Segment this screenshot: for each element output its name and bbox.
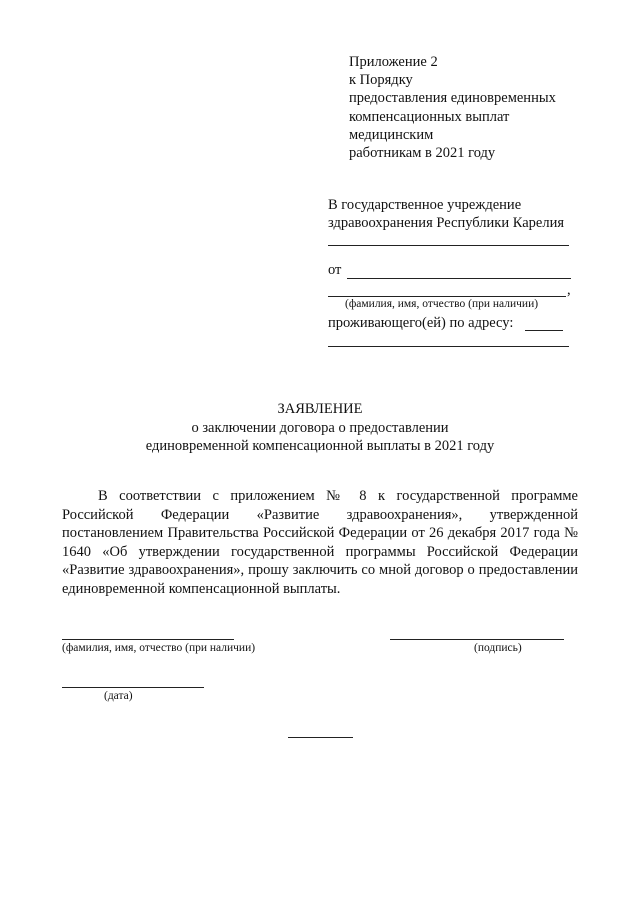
- address-inline-blank[interactable]: [525, 330, 563, 331]
- document-subtitle-2: единовременной компенсационной выплаты в 2021 году: [145, 438, 495, 455]
- institution-blank-line[interactable]: [328, 245, 569, 246]
- signatory-name-caption: (фамилия, имя, отчество (при наличии): [62, 642, 256, 654]
- document-title-block: [0, 400, 640, 456]
- appendix-line: к Порядку: [349, 72, 413, 89]
- address-label: проживающего(ей) по адресу:: [328, 315, 514, 331]
- signature-caption: (подпись): [474, 642, 522, 654]
- signature-blank-line[interactable]: [390, 639, 564, 640]
- request-paragraph: В соответствии с приложением № 8 к государственной программе Российской Федерации «Развитие здравоохранения», утвержденной постановлением Правительства Российской Федерации от 26 декабря 2017 года № 1640 «Об утверждении государственной программы Российской Федерации «Развитие здравоохранения», прошу заключить со мной договор о предоставлении единовременной компенсационной выплаты.: [62, 488, 578, 597]
- document-subtitle-1: о заключении договора о предоставлении: [191, 419, 449, 436]
- name-comma: ,: [567, 282, 571, 298]
- appendix-line: предоставления единовременных: [349, 90, 556, 107]
- addressee-line-1: В государственное учреждение: [328, 197, 522, 213]
- end-separator: [288, 737, 353, 738]
- appendix-line: работникам в 2021 году: [349, 145, 496, 162]
- appendix-line: Приложение 2: [349, 54, 438, 70]
- applicant-name-caption: (фамилия, имя, отчество (при наличии): [345, 298, 539, 310]
- date-blank-line[interactable]: [62, 687, 204, 688]
- document-title: ЗАЯВЛЕНИЕ: [277, 401, 363, 417]
- addressee-block: [328, 196, 578, 233]
- date-caption: (дата): [104, 690, 133, 702]
- addressee-line-2: здравоохранения Республики Карелия: [328, 215, 564, 232]
- signatory-name-blank-line[interactable]: [62, 639, 234, 640]
- appendix-line: компенсационных выплат: [349, 108, 510, 125]
- from-label: от: [328, 262, 342, 278]
- appendix-header: [349, 53, 609, 162]
- name-blank-line[interactable]: [328, 296, 566, 297]
- from-name-blank-line[interactable]: [347, 278, 571, 279]
- address-blank-line[interactable]: [328, 346, 569, 347]
- appendix-line: медицинским: [349, 126, 434, 143]
